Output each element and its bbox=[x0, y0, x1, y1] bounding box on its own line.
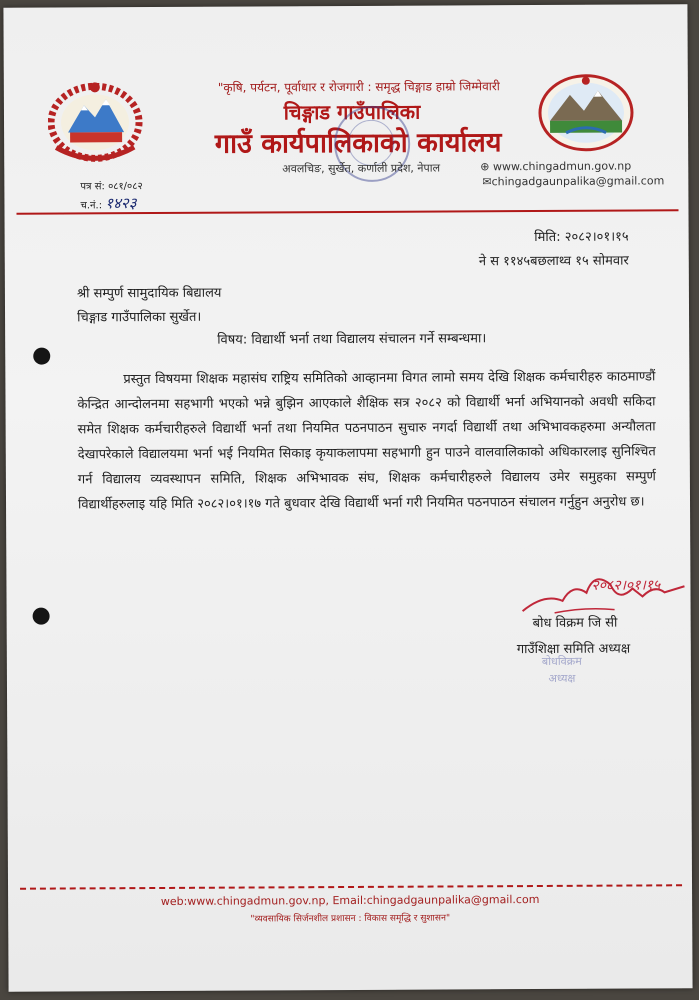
mail-icon: ✉ bbox=[482, 175, 492, 189]
signatory-stamp bbox=[519, 653, 605, 695]
signature-date: २०८२।०१।१५ bbox=[591, 577, 661, 594]
footer-web-email: web:www.chingadmun.gov.np, Email:chingadgaunpalika@gmail.com bbox=[160, 893, 540, 908]
nepal-emblem-icon bbox=[48, 77, 143, 162]
office-website bbox=[480, 160, 631, 174]
patra-sankhya bbox=[80, 178, 142, 192]
municipality-name: चिङ्गाड गाउँपालिका bbox=[283, 99, 421, 125]
web-icon: ⊕ bbox=[480, 160, 494, 174]
signatory-title: गाउँशिक्षा समिति अध्यक्ष bbox=[516, 641, 631, 658]
chalani-label: च.नं.: bbox=[80, 200, 103, 212]
punch-hole-top bbox=[33, 348, 50, 365]
patra-sankhya-label: पत्र सं: bbox=[80, 181, 105, 193]
letter-body: प्रस्तुत विषयमा शिक्षक महासंघ राष्ट्रिय समितिको आव्हानमा विगत लामो समय देखि शिक्षक कर्मचारीहरु काठमाण्डौं केन्द्रित आन्दोलनमा सहभागी भएको भन्ने बुझिन आएकाले शैक्षिक सत्र २०८२ को विद्यार्थी भर्ना अभियानको अवधी सकिदा समेत शिक्षक कर्मचारीहरुले विद्यार्थी भर्ना तथा नियमित पठनपाठन सुचारु नगर्दा विद्यार्थी तथा अभिभावकहरुमा अन्यौलता देखापरेकाले विद्यालयमा भर्ना भई नियमित सिकाइ कृयाकलापमा सहभागी हुन पाउने वालवालिकाको अधिकारलाइ सुनिश्चित गर्न विद्यालय व्यवस्थापन समिति, शिक्षक अभिभावक संघ, शिक्षक कर्मचारीहरुले विद्यालय उमेर समुहका सम्पुर्ण विद्यार्थीहरुलाइ यहि मिति २०८२।०१।१७ गते बुधवार देखि विद्यार्थी भर्ना गरी नियमित पठनपाठन संचालन गर्नुहुन अनुरोध छ। bbox=[77, 369, 656, 513]
letterhead-tagline: "कृषि, पर्यटन, पूर्वाधार र रोजगारी : समृद्ध चिङ्गाड हाम्रो जिम्मेवारी bbox=[217, 79, 500, 95]
office-round-stamp-inner bbox=[348, 120, 394, 166]
patra-sankhya-value: ०८१/०८२ bbox=[108, 181, 143, 193]
recipient-line-2: चिङ्गाड गाउँपालिका सुर्खेत। bbox=[77, 309, 202, 326]
office-address: अवलचिङ, सुर्खेत, कर्णाली प्रदेश, नेपाल bbox=[282, 161, 441, 176]
nepal-sambat-date: ने स ११४५बछलाथ्व १५ सोमवार bbox=[478, 253, 629, 270]
stamp-line-2: अध्यक्ष bbox=[548, 671, 576, 685]
letter-page bbox=[3, 4, 692, 992]
chalani-number bbox=[80, 193, 136, 213]
footer-motto: "व्यवसायिक सिर्जनशील प्रशासन : विकास समृद्धि र सुशासन" bbox=[250, 913, 451, 925]
website-text: www.chingadmun.gov.np bbox=[492, 159, 632, 174]
office-title: गाउँ कार्यपालिकाको कार्यालय bbox=[214, 127, 502, 160]
email-text: chingadgaunpalika@gmail.com bbox=[491, 174, 665, 189]
footer-divider bbox=[20, 884, 682, 889]
letter-subject: विषय: विद्यार्थी भर्ना तथा विद्यालय संचालन गर्ने सम्बन्धमा। bbox=[217, 331, 487, 348]
municipality-logo-icon bbox=[536, 72, 636, 153]
stamp-line-1: बोधविक्रम bbox=[541, 654, 582, 668]
letter-date: मिति: २०८२।०१।१५ bbox=[534, 229, 629, 246]
recipient-line-1: श्री सम्पुर्ण सामुदायिक बिद्यालय bbox=[76, 285, 222, 302]
signatory-name: बोध विक्रम जि सी bbox=[532, 615, 618, 632]
chalani-value: १४२३ bbox=[105, 194, 137, 213]
punch-hole-bottom bbox=[33, 608, 50, 625]
office-email bbox=[482, 174, 664, 188]
